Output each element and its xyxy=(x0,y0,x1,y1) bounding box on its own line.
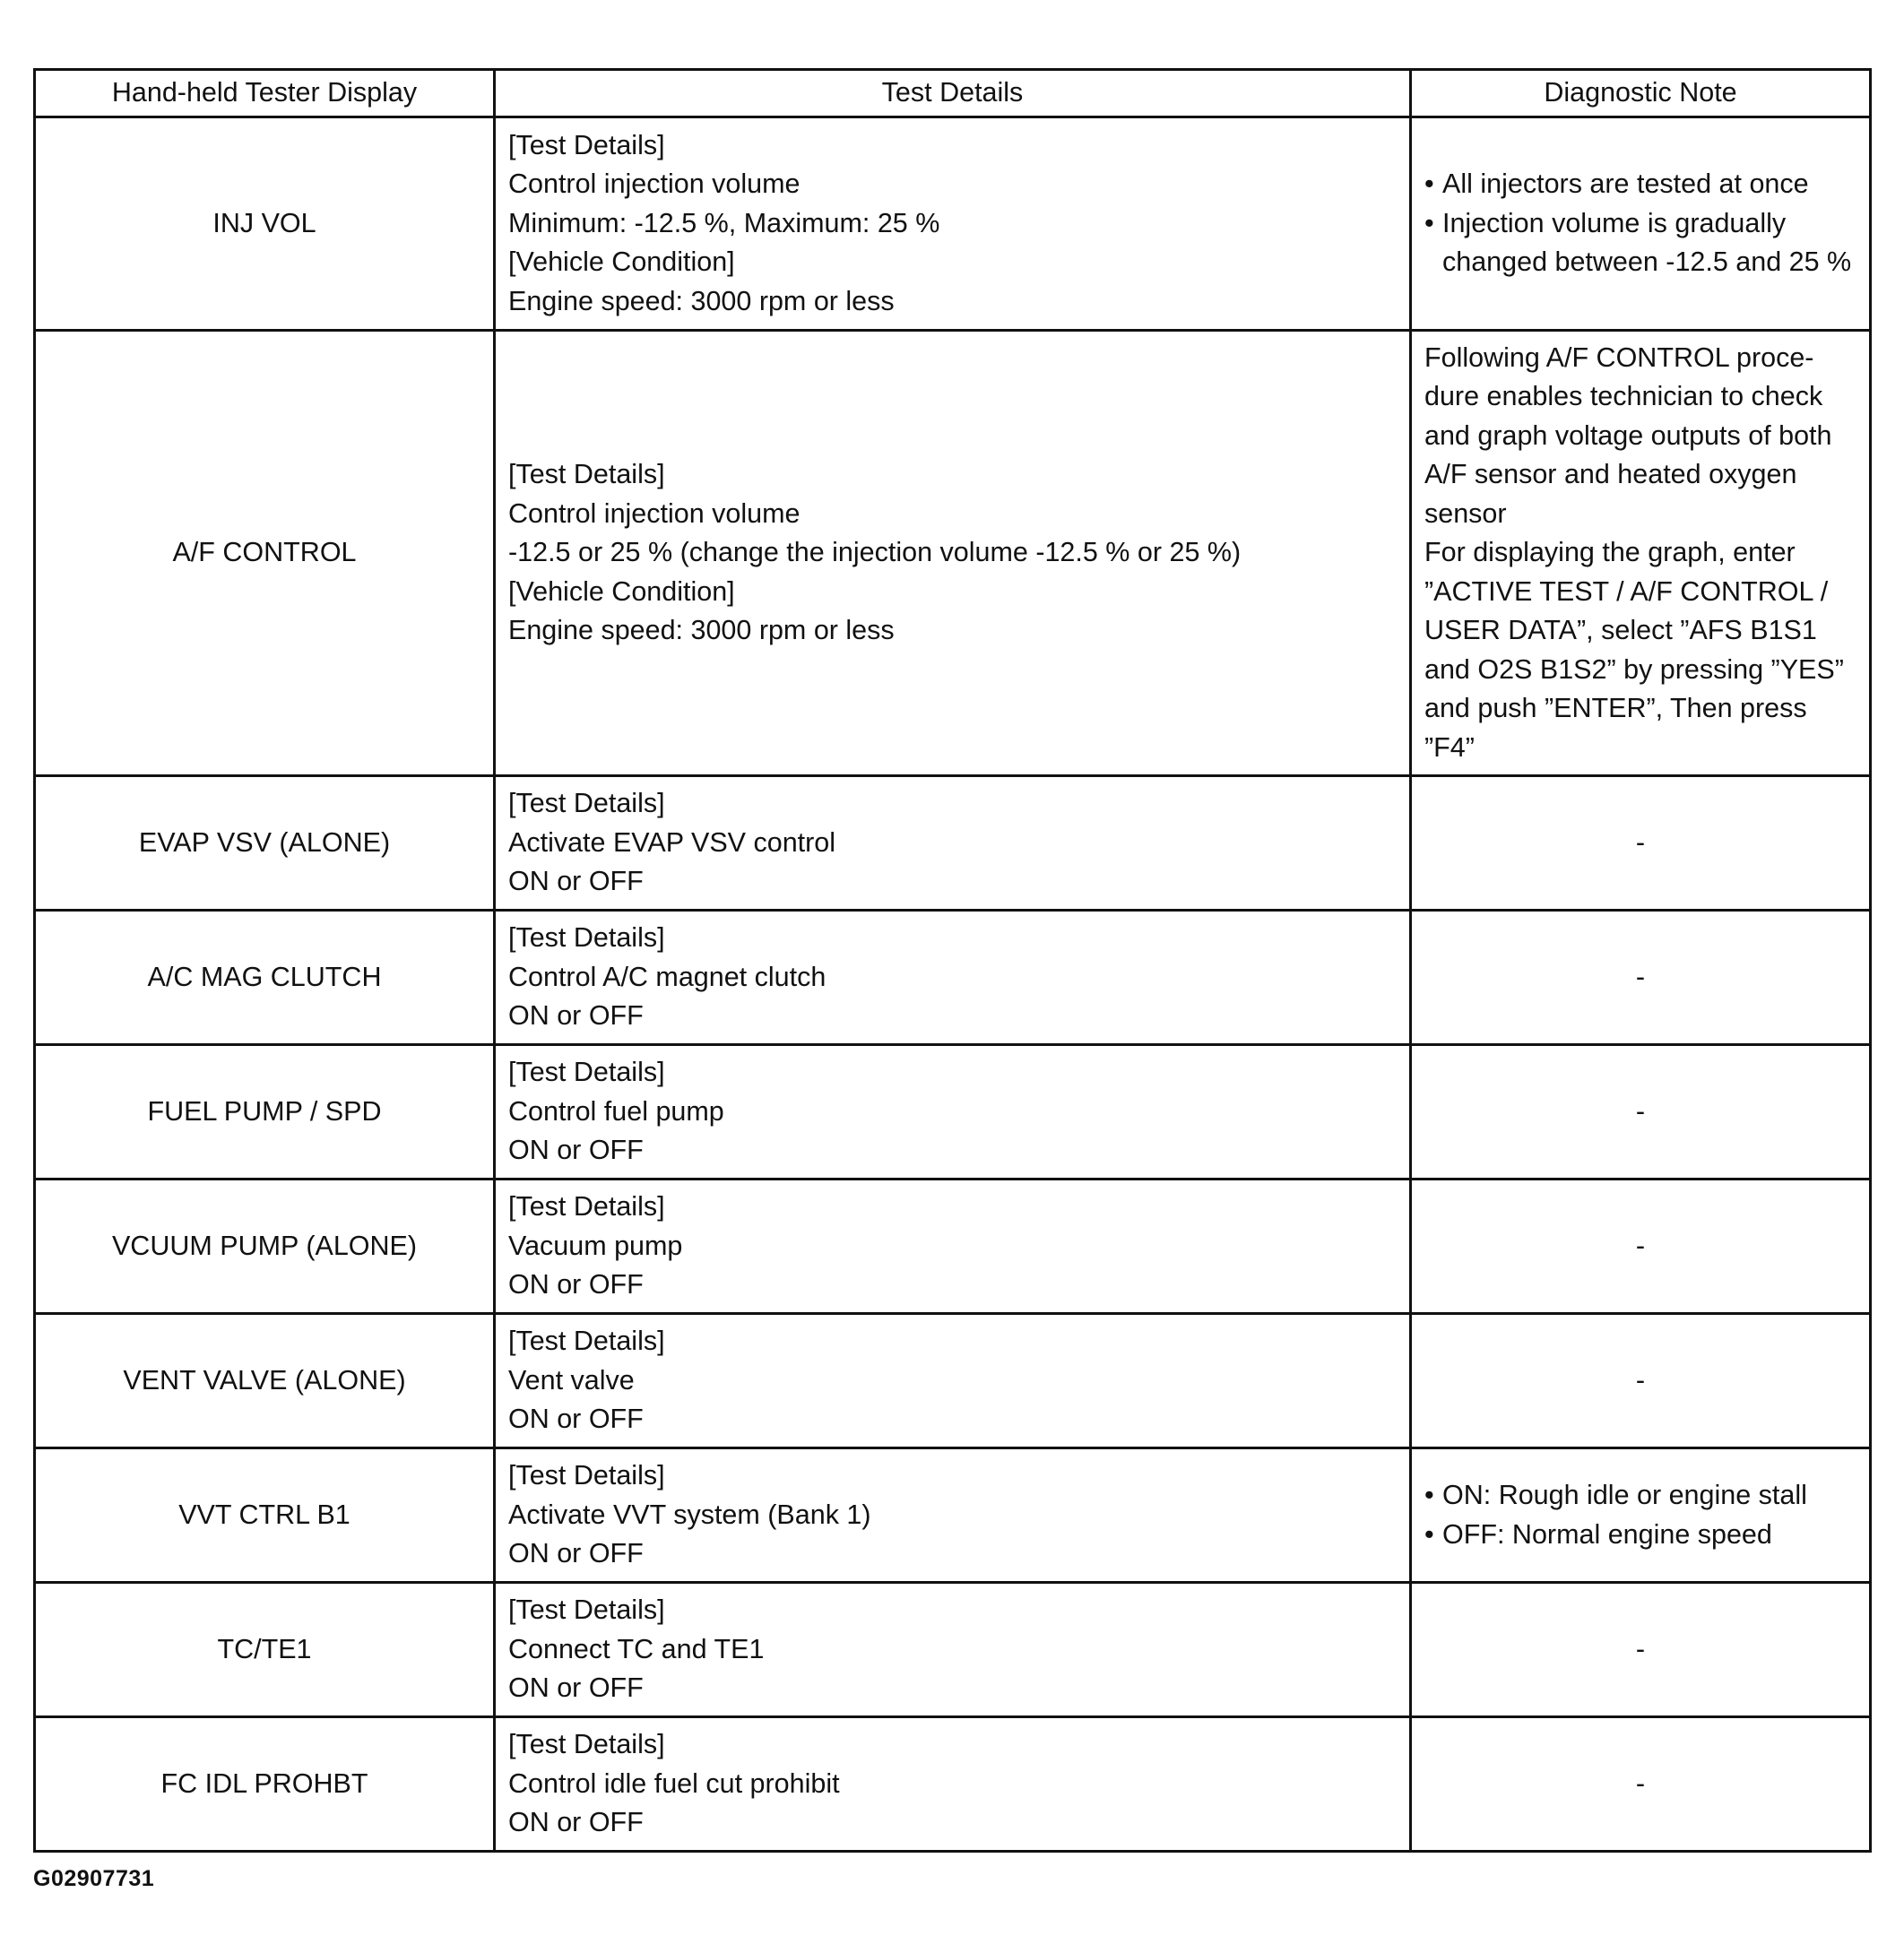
test-details-line: [Vehicle Condition] xyxy=(508,575,735,607)
test-details-line: Minimum: -12.5 %, Maximum: 25 % xyxy=(508,207,940,238)
diagnostic-note-dash: - xyxy=(1635,1767,1646,1799)
figure-id: G02907731 xyxy=(33,1866,155,1891)
test-details-cell xyxy=(495,331,1411,776)
test-details-line: [Test Details] xyxy=(508,788,665,819)
active-test-table xyxy=(33,68,1872,1853)
test-details-cell xyxy=(495,911,1411,1045)
test-details-line: Engine speed: 3000 rpm or less xyxy=(508,615,895,646)
test-details-line: Control injection volume xyxy=(508,169,801,200)
tester-display-cell: VCUUM PUMP (ALONE) xyxy=(35,1180,495,1314)
test-details-line: ON or OFF xyxy=(508,1404,644,1435)
diagnostic-note-dash: - xyxy=(1635,1364,1646,1396)
table-row xyxy=(35,1180,1871,1314)
header-hand-held-tester-display: Hand-held Tester Display xyxy=(35,70,495,117)
diagnostic-note-cell xyxy=(1411,117,1871,331)
tester-display-cell: VVT CTRL B1 xyxy=(35,1448,495,1583)
test-details-line: Connect TC and TE1 xyxy=(508,1633,765,1664)
diagnostic-note-cell xyxy=(1411,776,1871,911)
test-details-cell xyxy=(495,117,1411,331)
tester-display-cell: A/F CONTROL xyxy=(35,331,495,776)
test-details-line: [Test Details] xyxy=(508,1326,665,1357)
diagnostic-note-list xyxy=(1424,1476,1856,1554)
table-row xyxy=(35,1314,1871,1448)
test-details-line: [Test Details] xyxy=(508,459,665,490)
test-details-line: Activate EVAP VSV control xyxy=(508,826,836,858)
test-details-line: [Test Details] xyxy=(508,1057,665,1088)
test-details-line: [Test Details] xyxy=(508,129,665,160)
diagnostic-note-cell xyxy=(1411,1717,1871,1852)
table-row xyxy=(35,1448,1871,1583)
table-row xyxy=(35,911,1871,1045)
diagnostic-note-dash: - xyxy=(1635,1095,1646,1127)
test-details-line: [Vehicle Condition] xyxy=(508,246,735,278)
table-row xyxy=(35,1045,1871,1180)
test-details-line: [Test Details] xyxy=(508,922,665,954)
test-details-line: ON or OFF xyxy=(508,1000,644,1032)
diagnostic-note-bullet: • All injectors are tested at once xyxy=(1424,165,1856,204)
diagnostic-note-dash: - xyxy=(1635,826,1646,858)
table-row xyxy=(35,331,1871,776)
diagnostic-note-dash: - xyxy=(1635,961,1646,992)
diagnostic-note-cell xyxy=(1411,1045,1871,1180)
header-test-details: Test Details xyxy=(495,70,1411,117)
tester-display-cell: INJ VOL xyxy=(35,117,495,331)
table-row xyxy=(35,776,1871,911)
test-details-cell xyxy=(495,1045,1411,1180)
tester-display-cell: TC/TE1 xyxy=(35,1583,495,1717)
table-body xyxy=(35,117,1871,1852)
header-row xyxy=(35,70,1871,117)
diagnostic-note-list xyxy=(1424,165,1856,282)
diagnostic-note-text: Following A/F CONTROL proce- dure enables technician to check and graph voltage outputs of both A/F sensor and heated oxygen sensor For displaying the graph, enter ”ACTIVE TEST / A/F CONTROL / USER DATA”, select ”AFS B1S1 and O2S B1S2” by pressing ”YES” and push ”ENTER”, Then press ”F4” xyxy=(1424,341,1844,763)
diagnostic-note-cell xyxy=(1411,1583,1871,1717)
test-details-line: ON or OFF xyxy=(508,866,644,897)
diagnostic-note-bullet: • Injection volume is gradually changed between -12.5 and 25 % xyxy=(1424,204,1856,282)
test-details-cell xyxy=(495,1314,1411,1448)
tester-display-cell: FC IDL PROHBT xyxy=(35,1717,495,1852)
tester-display-cell: FUEL PUMP / SPD xyxy=(35,1045,495,1180)
test-details-line: Activate VVT system (Bank 1) xyxy=(508,1499,871,1530)
table-row xyxy=(35,1717,1871,1852)
diagnostic-note-bullet: • OFF: Normal engine speed xyxy=(1424,1516,1856,1555)
test-details-line: [Test Details] xyxy=(508,1191,665,1223)
test-details-line: Control fuel pump xyxy=(508,1095,724,1127)
diagnostic-note-cell xyxy=(1411,1314,1871,1448)
test-details-line: Control injection volume xyxy=(508,497,801,529)
test-details-line: Control A/C magnet clutch xyxy=(508,961,827,992)
test-details-line: ON or OFF xyxy=(508,1538,644,1569)
tester-display-cell: A/C MAG CLUTCH xyxy=(35,911,495,1045)
test-details-line: Vent valve xyxy=(508,1364,635,1396)
test-details-line: [Test Details] xyxy=(508,1460,665,1491)
test-details-line: ON or OFF xyxy=(508,1807,644,1838)
diagnostic-note-cell xyxy=(1411,1448,1871,1583)
test-details-cell xyxy=(495,1583,1411,1717)
tester-display-cell: EVAP VSV (ALONE) xyxy=(35,776,495,911)
diagnostic-note-cell xyxy=(1411,1180,1871,1314)
test-details-line: Engine speed: 3000 rpm or less xyxy=(508,285,895,316)
diagnostic-note-dash: - xyxy=(1635,1230,1646,1261)
test-details-cell xyxy=(495,1448,1411,1583)
diagnostic-note-cell xyxy=(1411,331,1871,776)
test-details-line: Vacuum pump xyxy=(508,1230,683,1261)
test-details-cell xyxy=(495,776,1411,911)
test-details-cell xyxy=(495,1717,1411,1852)
diagnostic-note-bullet: • ON: Rough idle or engine stall xyxy=(1424,1476,1856,1516)
header-diagnostic-note: Diagnostic Note xyxy=(1411,70,1871,117)
table-row xyxy=(35,117,1871,331)
test-details-line: [Test Details] xyxy=(508,1729,665,1760)
test-details-line: Control idle fuel cut prohibit xyxy=(508,1767,840,1799)
test-details-cell xyxy=(495,1180,1411,1314)
test-details-line: ON or OFF xyxy=(508,1135,644,1166)
test-details-line: ON or OFF xyxy=(508,1269,644,1301)
test-details-line: -12.5 or 25 % (change the injection volume -12.5 % or 25 %) xyxy=(508,537,1242,568)
table-row xyxy=(35,1583,1871,1717)
test-details-line: ON or OFF xyxy=(508,1672,644,1704)
tester-display-cell: VENT VALVE (ALONE) xyxy=(35,1314,495,1448)
test-details-line: [Test Details] xyxy=(508,1594,665,1626)
diagnostic-note-cell xyxy=(1411,911,1871,1045)
diagnostic-note-dash: - xyxy=(1635,1633,1646,1664)
